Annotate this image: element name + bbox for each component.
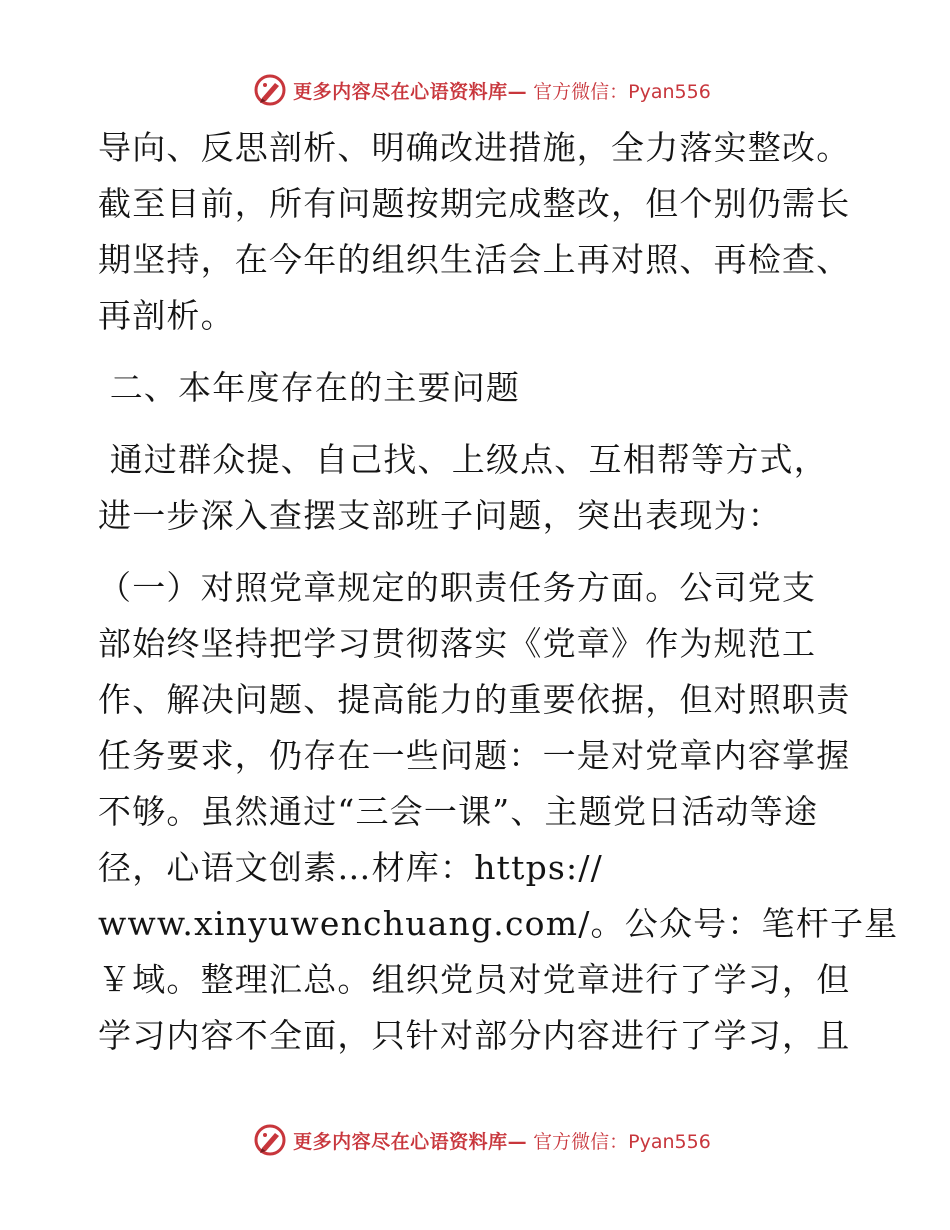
footer-brand-text: 更多内容尽在心语资料库— (293, 1130, 528, 1153)
text-line: 不够。虽然通过“三会一课”、主题党日活动等途 (98, 792, 819, 831)
text-line: 部始终坚持把学习贯彻落实《党章》作为规范工 (98, 624, 817, 663)
section-heading-text: 二、本年度存在的主要问题 (98, 368, 521, 407)
text-line: 学习内容不全面，只针对部分内容进行了学习，且 (98, 1016, 851, 1055)
paragraph-party-charter (98, 560, 899, 1064)
text-line: 截至目前，所有问题按期完成整改，但个别仍需长 (98, 184, 851, 223)
paragraph-methods (98, 432, 858, 544)
header-brand-text: 更多内容尽在心语资料库— (293, 80, 528, 103)
footer-wechat-text: 官方微信：Pyan556 (533, 1130, 711, 1153)
section-heading (98, 360, 858, 416)
text-line: 进一步深入查摆支部班子问题，突出表现为： (98, 496, 782, 535)
document-body (98, 120, 899, 1064)
text-line: （一）对照党章规定的职责任务方面。公司党支 (98, 568, 817, 607)
pen-logo-icon (253, 73, 287, 107)
header-wechat-text: 官方微信：Pyan556 (533, 80, 711, 103)
text-line: 期坚持，在今年的组织生活会上再对照、再检查、 (98, 240, 851, 279)
text-line: 通过群众提、自己找、上级点、互相帮等方式， (98, 440, 828, 479)
paragraph-rectification (98, 120, 858, 344)
text-line: ￥域。整理汇总。组织党员对党章进行了学习，但 (98, 960, 851, 999)
text-line: 作、解决问题、提高能力的重要依据，但对照职责 (98, 680, 851, 719)
text-line: 任务要求，仍存在一些问题：一是对党章内容掌握 (98, 736, 851, 775)
text-line: 再剖析。 (98, 296, 235, 335)
header-watermark (0, 70, 950, 110)
text-line: 径，心语文创素…材库：https:// (98, 848, 603, 887)
text-line: 导向、反思剖析、明确改进措施，全力落实整改。 (98, 128, 851, 167)
footer-watermark (0, 1120, 950, 1160)
text-line: www.xinyuwenchuang.com/。公众号：笔杆子星 (98, 904, 899, 943)
pen-logo-icon (253, 1123, 287, 1157)
